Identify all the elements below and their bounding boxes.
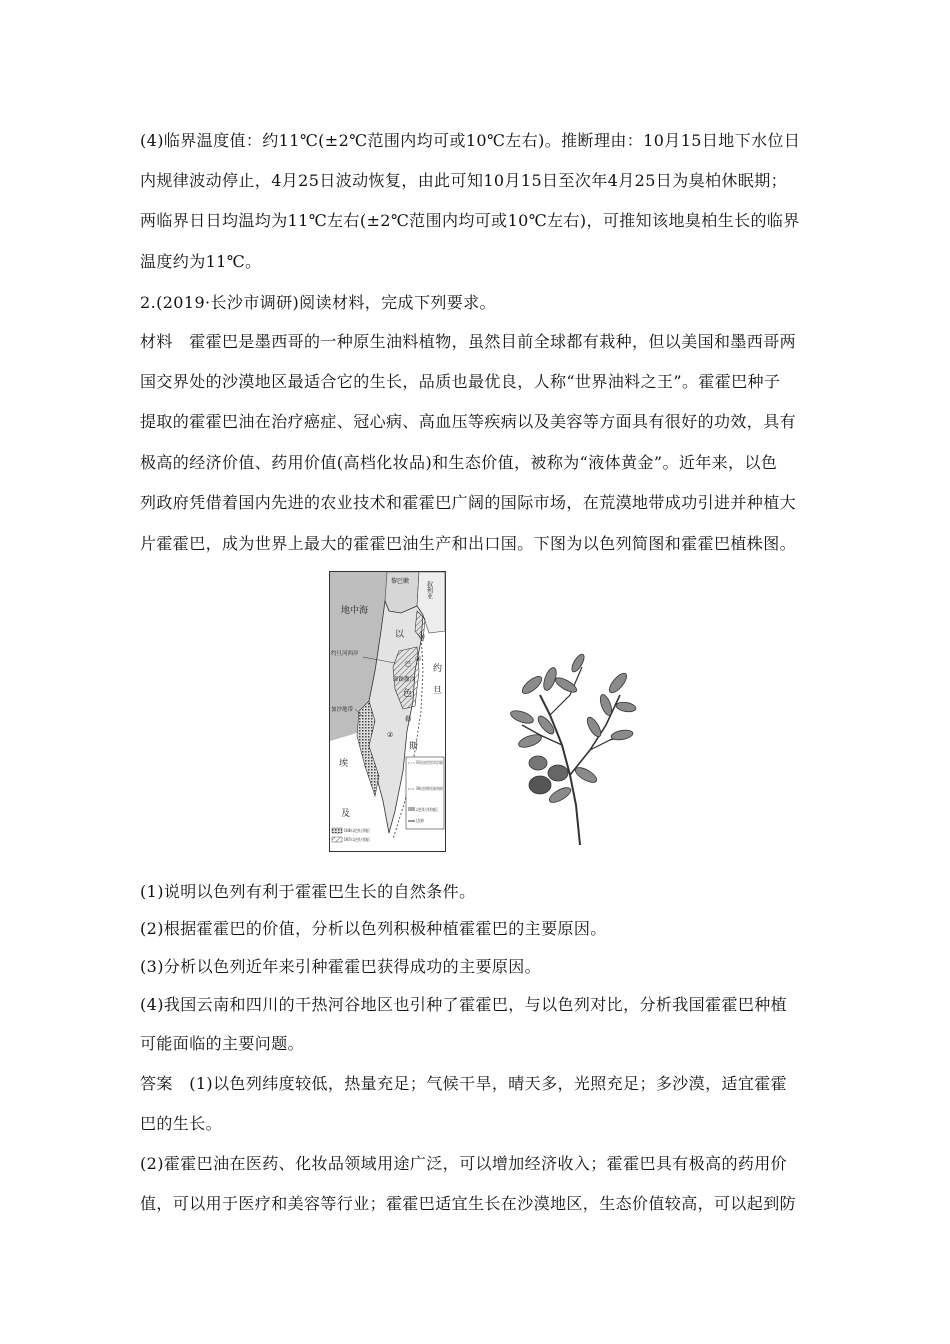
answer-line-4-1: (4)临界温度值：约11℃(±2℃范围内均可或10℃左右)。推断理由：10月15日地下水位日	[140, 131, 801, 150]
map-label-palestine-3: 斯	[409, 742, 419, 752]
material-line-1: 材料 霍霍巴是墨西哥的一种原生油料植物，虽然目前全球都有栽种，但以美国和墨西哥两	[140, 332, 797, 351]
map-circle-3: ③	[415, 655, 422, 663]
question-2-2: (2)根据霍霍巴的价值，分析以色列积极种植霍霍巴的主要原因。	[140, 919, 607, 938]
answer-line-4-4: 温度约为11℃。	[140, 252, 262, 271]
answer-2-1-line-1: 答案 (1)以色列纬度较低，热量充足；气候干旱，晴天多，光照充足；多沙漠，适宜霍霍	[140, 1074, 788, 1093]
question-2-4-line-1: (4)我国云南和四川的干热河谷地区也引种了霍霍巴，与以色列对比，分析我国霍霍巴种植	[140, 995, 788, 1014]
answer-2-1-line-2: 巴的生长。	[140, 1114, 223, 1133]
map-label-lebanon: 黎巴嫩	[391, 578, 410, 585]
question-2-3: (3)分析以色列近年来引种霍霍巴获得成功的主要原因。	[140, 957, 542, 976]
map-label-israel-1: 以	[395, 630, 405, 640]
material-line-5: 列政府凭借着国内先进的农业技术和霍霍巴广阔的国际市场，在荒漠地带成功引进并种植大	[140, 493, 797, 512]
material-line-4: 极高的经济价值、药用价值(高档化妆品)和生态价值，被称为“液体黄金”。近年来，以色	[140, 453, 778, 472]
map-label-westbank: 约旦河西岸	[331, 651, 359, 657]
israel-map	[329, 571, 534, 852]
map-label-palestine-2: 勒	[405, 716, 412, 723]
legend-item-border: 边界	[416, 818, 424, 823]
material-line-2: 国交界处的沙漠地区最适合它的生长，品质也最优良，人称“世界油料之王”。霍霍巴种子	[140, 372, 781, 391]
material-line-6: 片霍霍巴，成为世界上最大的霍霍巴油生产和出口国。下图为以色列简图和霍霍巴植株图。	[140, 534, 797, 553]
answer-line-4-3: 两临界日日均温均为11℃左右(±2℃范围内均可或10℃左右)，可推知该地臭柏生长的临界	[140, 211, 800, 230]
jojoba-plant-illustration	[510, 655, 635, 845]
legend-item-occupied: 以色列占领的地区	[416, 807, 448, 812]
question-2-4-line-2: 可能面临的主要问题。	[140, 1034, 305, 1053]
legend-item-1948: 1948年以色列占领地区	[344, 828, 387, 833]
legend-item-1949: 1949年以色列和阿拉伯国家的停战界线	[416, 786, 487, 791]
map-circle-1: ①	[419, 633, 426, 641]
map-circle-2: ②	[387, 731, 394, 739]
map-label-jordan-1: 约	[433, 664, 443, 674]
answer-2-2-line-2: 值，可以用于医疗和美容等行业；霍霍巴适宜生长在沙漠地区，生态价值较高，可以起到防	[140, 1194, 797, 1213]
answer-2-2-line-1: (2)霍霍巴油在医药、化妆品领域用途广泛，可以增加经济收入；霍霍巴具有极高的药用价	[140, 1154, 788, 1173]
legend-item-1967: 1967年以色列占领地区	[344, 837, 387, 842]
legend-item-1947: 1947年联合国分治决议规定的“阿拉伯国”①和“犹太国”②的疆界线	[416, 760, 534, 765]
map-label-sea: 地中海	[341, 606, 369, 616]
material-line-3: 提取的霍霍巴油在治疗癌症、冠心病、高血压等疾病以及美容等方面具有很好的功效，具有	[140, 412, 797, 431]
map-label-egypt-2: 及	[341, 809, 351, 819]
map-label-jordan-2: 旦	[433, 686, 443, 696]
map-label-palestine-1: 巴	[405, 661, 412, 668]
answer-line-4-2: 内规律波动停止，4月25日波动恢复，由此可知10月15日至次年4月25日为臭柏休眠期；	[140, 171, 787, 190]
map-label-egypt-1: 埃	[339, 759, 349, 769]
question-2-1: (1)说明以色列有利于霍霍巴生长的自然条件。	[140, 882, 476, 901]
map-label-gaza: 加沙地带	[331, 707, 354, 713]
question-2-title: 2.(2019·长沙市调研)阅读材料，完成下列要求。	[140, 293, 496, 312]
map-label-israel-2: 色	[403, 689, 413, 699]
map-label-syria: 叙利亚	[425, 581, 433, 599]
map-label-jerusalem: 耶路撒冷	[393, 677, 416, 683]
